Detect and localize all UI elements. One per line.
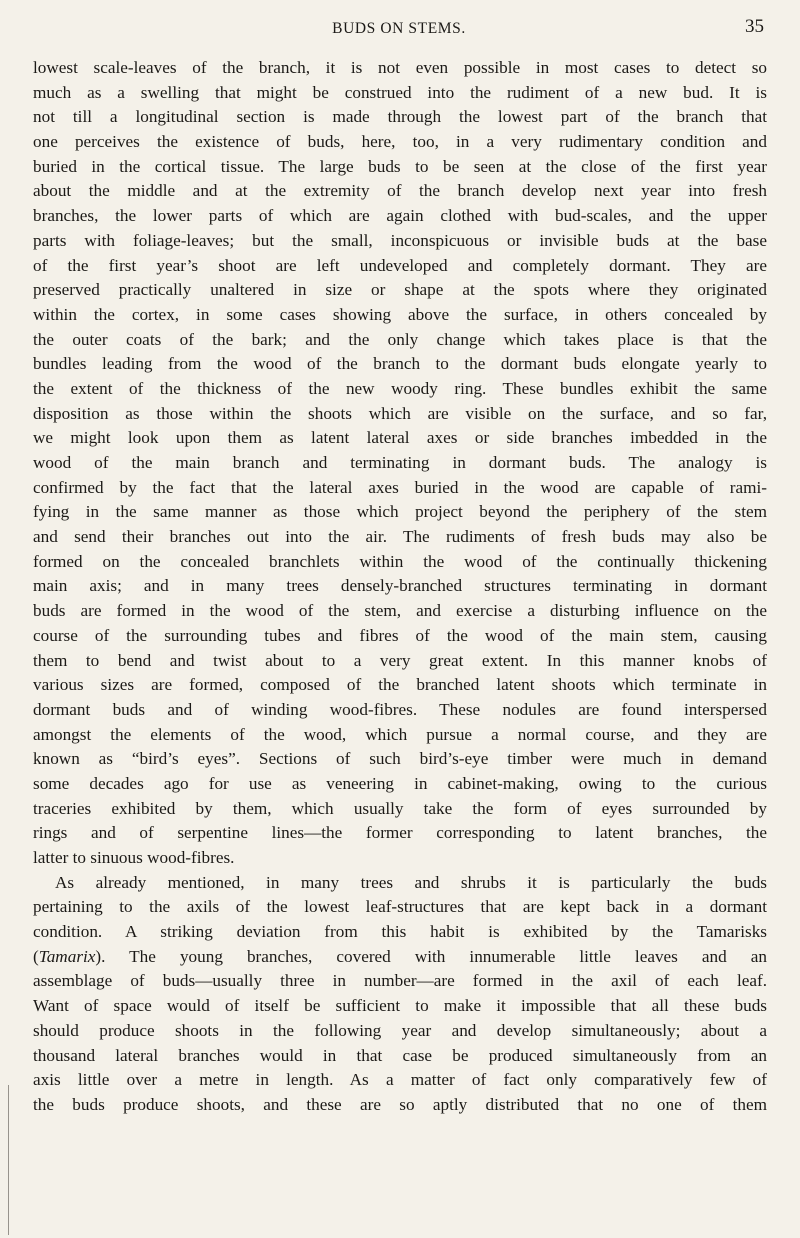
- text-line: we might look upon them as latent lateral axes or side branches imbedded in the: [33, 428, 767, 448]
- text-line: dormant buds and of winding wood-fibres. These nodules are found interspersed: [33, 699, 767, 719]
- text-line: pertaining to the axils of the lowest leaf-structures that are kept back in a dormant: [33, 897, 767, 917]
- text-line: traceries exhibited by them, which usually take the form of eyes surrounded by: [33, 798, 767, 818]
- text-line: one perceives the existence of buds, here, too, in a very rudimentary condition and: [33, 132, 767, 152]
- text-line: formed on the concealed branchlets within the wood of the continually thickening: [33, 551, 767, 571]
- body-text: [33, 56, 767, 1118]
- text-line: confirmed by the fact that the lateral axes buried in the wood are capable of rami-: [33, 477, 767, 497]
- text-line: parts with foliage-leaves; but the small, inconspicuous or invisible buds at the base: [33, 230, 767, 250]
- text-line: disposition as those within the shoots which are visible on the surface, and so far,: [33, 403, 767, 423]
- text-line: of the first year’s shoot are left undeveloped and completely dormant. They are: [33, 255, 767, 275]
- text-line: known as “bird’s eyes”. Sections of such bird’s-eye timber were much in demand: [33, 749, 767, 769]
- text-line: rings and of serpentine lines—the former corresponding to latent branches, the: [33, 823, 767, 843]
- text-line: buried in the cortical tissue. The large buds to be seen at the close of the first year: [33, 156, 767, 176]
- text-line: wood of the main branch and terminating in dormant buds. The analogy is: [33, 453, 767, 472]
- text-line: branches, the lower parts of which are again clothed with bud-scales, and the upper: [33, 206, 767, 226]
- text-line: (Tamarix). The young branches, covered with innumerable little leaves and an: [33, 946, 767, 966]
- text-line: Want of space would of itself be sufficient to make it impossible that all these buds: [33, 996, 767, 1016]
- paragraph-start-line: As already mentioned, in many trees and shrubs it is particularly the buds: [55, 872, 767, 892]
- text-line: course of the surrounding tubes and fibres of the wood of the main stem, causing: [33, 625, 767, 645]
- text-line: fying in the same manner as those which project beyond the periphery of the stem: [33, 502, 767, 522]
- text-line: various sizes are formed, composed of the branched latent shoots which terminate in: [33, 675, 767, 695]
- text-line: main axis; and in many trees densely-branched structures terminating in dormant: [33, 576, 767, 596]
- text-line: the buds produce shoots, and these are so aptly distributed that no one of them: [33, 1094, 767, 1114]
- text-line: bundles leading from the wood of the branch to the dormant buds elongate yearly to: [33, 354, 767, 374]
- text-line: and send their branches out into the air. The rudiments of fresh buds may also be: [33, 527, 767, 547]
- text-line: buds are formed in the wood of the stem, and exercise a disturbing influence on the: [33, 601, 767, 621]
- text-line: some decades ago for use as veneering in cabinet-making, owing to the curious: [33, 773, 767, 793]
- text-line: not till a longitudinal section is made through the lowest part of the branch that: [33, 107, 767, 127]
- genus-name-italic: Tamarix: [38, 946, 96, 966]
- text-line: assemblage of buds—usually three in number—are formed in the axil of each leaf.: [33, 971, 767, 991]
- text-line: lowest scale-leaves of the branch, it is not even possible in most cases to detect so: [33, 58, 767, 77]
- text-line: axis little over a metre in length. As a matter of fact only comparatively few of: [33, 1070, 767, 1090]
- text-line: much as a swelling that might be construed into the rudiment of a new bud. It is: [33, 82, 767, 102]
- page-number: 35: [745, 16, 764, 37]
- text-line: the outer coats of the bark; and the only change which takes place is that the: [33, 329, 767, 349]
- scan-edge-shadow: [8, 1085, 9, 1235]
- running-title: BUDS ON STEMS.: [332, 20, 466, 37]
- text-line: the extent of the thickness of the new woody ring. These bundles exhibit the same: [33, 378, 767, 398]
- text-line: about the middle and at the extremity of the branch develop next year into fresh: [33, 181, 767, 201]
- text-line: preserved practically unaltered in size or shape at the spots where they originated: [33, 280, 767, 300]
- text-line: condition. A striking deviation from this habit is exhibited by the Tamarisks: [33, 922, 767, 942]
- text-line: within the cortex, in some cases showing above the surface, in others concealed by: [33, 304, 767, 324]
- text-line: thousand lateral branches would in that case be produced simultaneously from an: [33, 1045, 767, 1065]
- text-line: amongst the elements of the wood, which pursue a normal course, and they are: [33, 724, 767, 744]
- paragraph-end-line: latter to sinuous wood-fibres.: [33, 848, 235, 867]
- page-header: [34, 16, 764, 46]
- text-line: them to bend and twist about to a very great extent. In this manner knobs of: [33, 650, 767, 670]
- text-line: should produce shoots in the following year and develop simultaneously; about a: [33, 1020, 767, 1040]
